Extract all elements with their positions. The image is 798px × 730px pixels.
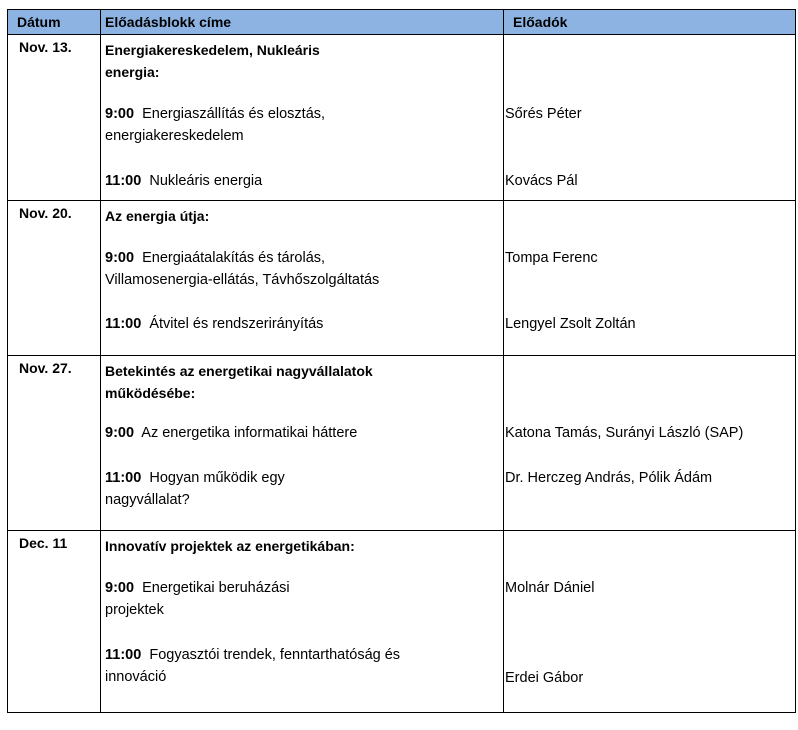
block-date: Nov. 13. <box>19 39 72 55</box>
talk-text: Átvitel és rendszerirányítás <box>149 316 324 332</box>
date-cell <box>8 356 101 531</box>
table-row <box>8 531 796 713</box>
speaker-name: Sőrés Péter <box>505 106 582 122</box>
title-cell <box>101 356 504 531</box>
speaker-cell <box>504 356 796 531</box>
date-cell <box>8 201 101 356</box>
talk-time: 9:00 <box>105 106 135 122</box>
talk-text: Hogyan működik egy nagyvállalat? <box>105 470 285 508</box>
talk-time: 11:00 <box>105 470 142 486</box>
talk-item <box>105 577 330 621</box>
header-speakers: Előadók <box>504 10 796 35</box>
talk-item <box>105 313 485 335</box>
talk-text: Az energetika informatikai háttere <box>141 425 358 441</box>
date-cell <box>8 35 101 201</box>
header-title: Előadásblokk címe <box>101 10 504 35</box>
talk-item <box>105 644 460 688</box>
schedule-table <box>7 9 796 713</box>
talk-item <box>105 170 485 192</box>
talk-item <box>105 247 425 291</box>
speaker-name: Kovács Pál <box>505 173 578 189</box>
block-date: Nov. 27. <box>19 360 72 376</box>
block-title: Energiakereskedelem, Nukleáris energia: <box>105 42 320 80</box>
talk-text: Fogyasztói trendek, fenntarthatóság és innováció <box>105 647 401 685</box>
block-title: Betekintés az energetikai nagyvállalatok működésébe: <box>105 363 373 401</box>
talk-text: Energetikai beruházási projektek <box>105 580 290 618</box>
table-row <box>8 201 796 356</box>
speaker-name: Molnár Dániel <box>505 580 595 596</box>
talk-item <box>105 467 320 511</box>
talk-text: Energiaátalakítás és tárolás, Villamosenergia-ellátás, Távhőszolgáltatás <box>105 250 380 288</box>
title-cell <box>101 35 504 201</box>
talk-time: 9:00 <box>105 425 135 441</box>
talk-time: 11:00 <box>105 173 142 189</box>
talk-item <box>105 103 370 147</box>
speaker-name: Lengyel Zsolt Zoltán <box>505 316 636 332</box>
date-cell <box>8 531 101 713</box>
table-row <box>8 35 796 201</box>
speaker-cell <box>504 531 796 713</box>
header-row <box>8 10 796 35</box>
talk-time: 9:00 <box>105 580 135 596</box>
speaker-name: Erdei Gábor <box>505 670 584 686</box>
speaker-name: Tompa Ferenc <box>505 250 598 266</box>
speaker-name: Katona Tamás, Surányi László (SAP) <box>505 425 744 441</box>
speaker-cell <box>504 35 796 201</box>
block-date: Dec. 11 <box>19 535 68 551</box>
block-date: Nov. 20. <box>19 205 72 221</box>
block-title: Az energia útja: <box>105 208 210 224</box>
speaker-cell <box>504 201 796 356</box>
talk-time: 9:00 <box>105 250 135 266</box>
block-title: Innovatív projektek az energetikában: <box>105 538 355 554</box>
talk-text: Energiaszállítás és elosztás, energiakereskedelem <box>105 106 326 144</box>
talk-time: 11:00 <box>105 647 142 663</box>
title-cell <box>101 201 504 356</box>
talk-item <box>105 422 485 444</box>
table-row <box>8 356 796 531</box>
header-date: Dátum <box>8 10 101 35</box>
talk-text: Nukleáris energia <box>149 173 263 189</box>
speaker-name: Dr. Herczeg András, Pólik Ádám <box>505 470 713 486</box>
title-cell <box>101 531 504 713</box>
talk-time: 11:00 <box>105 316 142 332</box>
